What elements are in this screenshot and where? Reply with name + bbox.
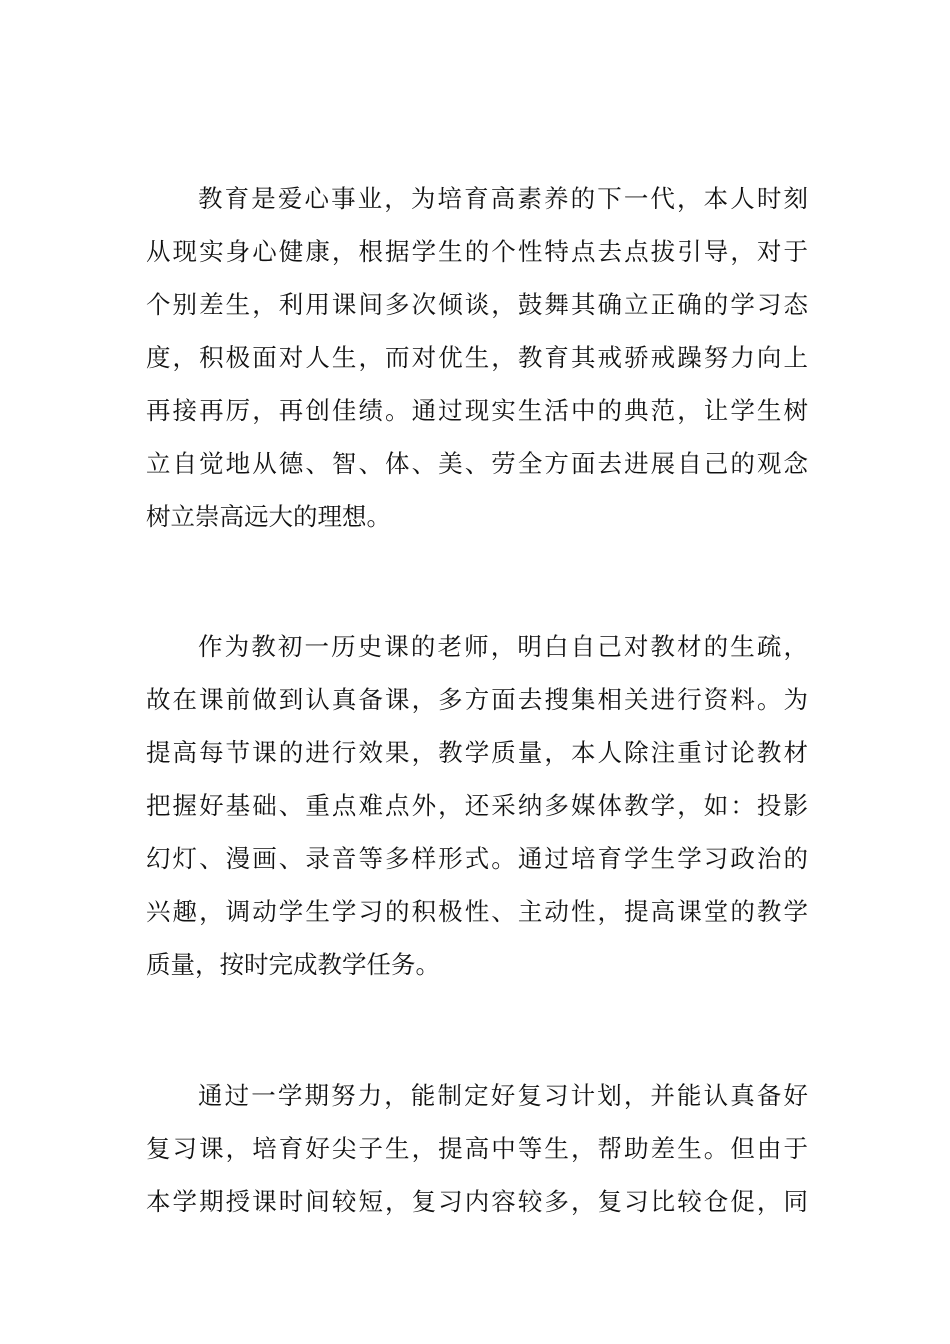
paragraph-line: 立自觉地从德、智、体、美、劳全方面去进展自己的观念 (146, 449, 808, 478)
paragraph-line: 树立崇高远大的理想。 (146, 502, 391, 531)
paragraph-line: 本学期授课时间较短，复习内容较多，复习比较仓促，同 (146, 1187, 808, 1216)
paragraph-1 (146, 172, 808, 543)
paragraph-line: 度，积极面对人生，而对优生，教育其戒骄戒躁努力向上 (146, 343, 808, 372)
paragraph-line: 故在课前做到认真备课，多方面去搜集相关进行资料。为 (146, 685, 808, 714)
paragraph-line: 教育是爱心事业，为培育高素养的下一代，本人时刻 (198, 184, 808, 213)
paragraph-line: 从现实身心健康，根据学生的个性特点去点拔引导，对于 (146, 237, 808, 266)
paragraph-line: 兴趣，调动学生学习的积极性、主动性，提高课堂的教学 (146, 897, 808, 926)
paragraph-2 (146, 620, 808, 991)
paragraph-line: 提高每节课的进行效果，教学质量，本人除注重讨论教材 (146, 738, 808, 767)
paragraph-3 (146, 1069, 808, 1228)
paragraph-line: 作为教初一历史课的老师，明白自己对教材的生疏， (198, 632, 808, 661)
paragraph-line: 复习课，培育好尖子生，提高中等生，帮助差生。但由于 (146, 1134, 808, 1163)
paragraph-line: 再接再厉，再创佳绩。通过现实生活中的典范，让学生树 (146, 396, 808, 425)
paragraph-line: 通过一学期努力，能制定好复习计划，并能认真备好 (198, 1081, 808, 1110)
paragraph-line: 幻灯、漫画、录音等多样形式。通过培育学生学习政治的 (146, 844, 808, 873)
paragraph-line: 个别差生，利用课间多次倾谈，鼓舞其确立正确的学习态 (146, 290, 808, 319)
paragraph-line: 把握好基础、重点难点外，还采纳多媒体教学，如：投影 (146, 791, 808, 820)
paragraph-line: 质量，按时完成教学任务。 (146, 950, 440, 979)
